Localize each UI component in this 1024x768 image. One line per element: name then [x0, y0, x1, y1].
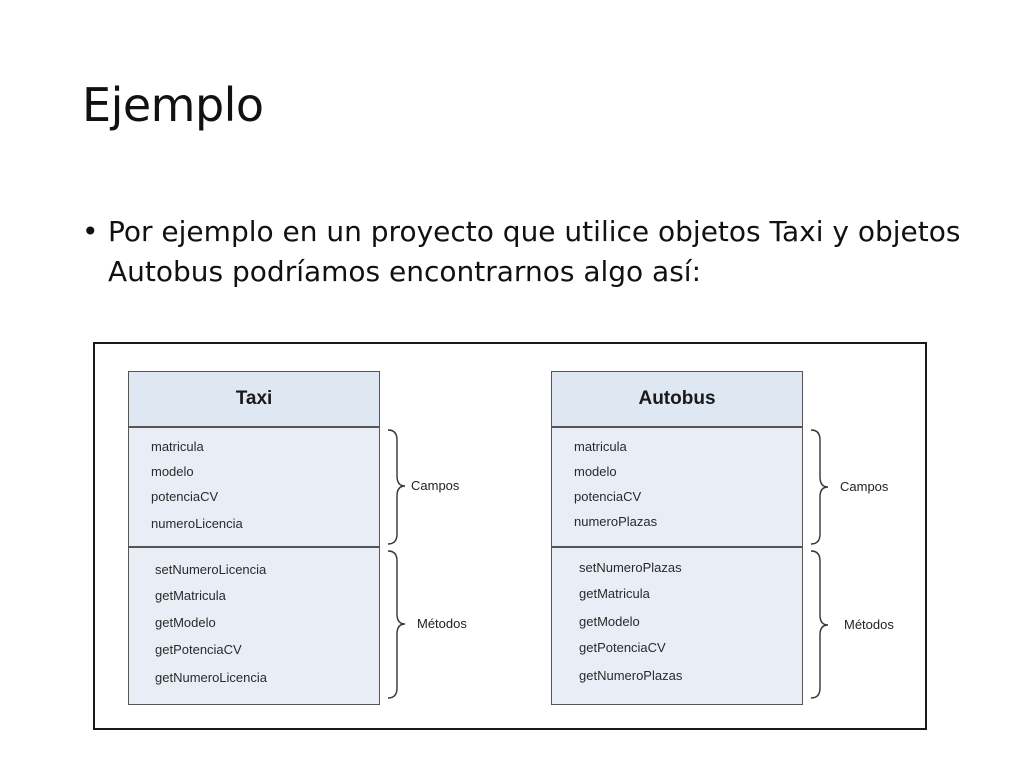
taxi-method: setNumeroLicencia — [155, 562, 267, 577]
taxi-field: modelo — [151, 464, 194, 479]
taxi-method: getModelo — [155, 615, 216, 630]
autobus-method: getModelo — [579, 614, 640, 629]
taxi-field: potenciaCV — [151, 489, 219, 504]
autobus-class-name: Autobus — [551, 371, 803, 427]
autobus-fields-brace — [811, 430, 828, 544]
autobus-method: setNumeroPlazas — [579, 560, 682, 575]
autobus-method: getMatricula — [579, 586, 650, 601]
autobus-methods-brace — [811, 551, 828, 698]
braces-layer — [95, 344, 925, 728]
taxi-methods-brace — [388, 551, 405, 698]
class-diagram — [93, 342, 927, 730]
slide-title: Ejemplo — [82, 78, 264, 132]
taxi-method: getMatricula — [155, 588, 226, 603]
taxi-fields-brace — [388, 430, 405, 544]
bullet-dot: • — [82, 215, 99, 248]
autobus-field: matricula — [574, 439, 627, 454]
taxi-fields-label: Campos — [411, 478, 460, 493]
taxi-methods-label: Métodos — [417, 616, 467, 631]
autobus-method: getNumeroPlazas — [579, 668, 683, 683]
taxi-field: matricula — [151, 439, 204, 454]
autobus-field: numeroPlazas — [574, 514, 658, 529]
bullet-item — [82, 212, 962, 292]
taxi-class-name: Taxi — [128, 371, 380, 427]
autobus-methods-label: Métodos — [844, 617, 894, 632]
autobus-field: modelo — [574, 464, 617, 479]
autobus-fields-label: Campos — [840, 479, 889, 494]
autobus-field: potenciaCV — [574, 489, 642, 504]
autobus-method: getPotenciaCV — [579, 640, 666, 655]
taxi-method: getPotenciaCV — [155, 642, 242, 657]
taxi-field: numeroLicencia — [151, 516, 243, 531]
bullet-text: Por ejemplo en un proyecto que utilice objetos Taxi y objetos Autobus podríamos encontrarnos algo así: — [108, 215, 961, 288]
taxi-method: getNumeroLicencia — [155, 670, 268, 685]
